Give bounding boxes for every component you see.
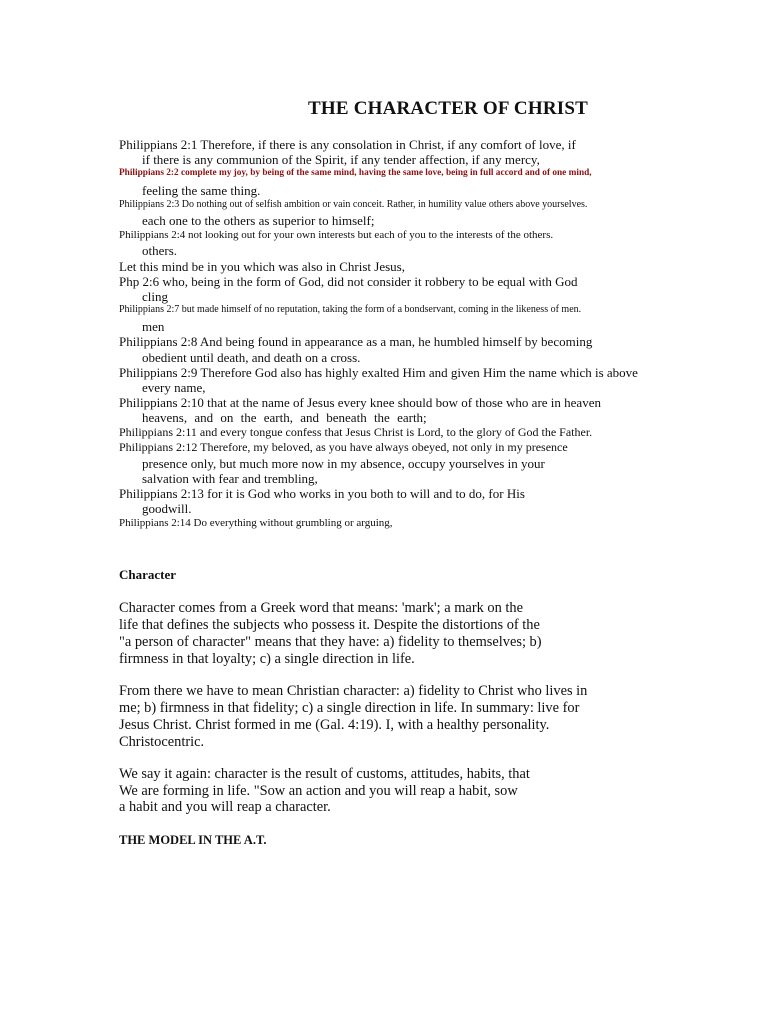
paragraph-line: Christocentric. [119,734,205,750]
verse-line: feeling the same thing. [142,183,261,198]
verse-line: salvation with fear and trembling, [142,471,318,486]
verse-line: goodwill. [142,501,192,516]
verse-line: Let this mind be in you which was also in Christ Jesus, [119,259,405,274]
verse-line: Philippians 2:3 Do nothing out of selfish ambition or vain conceit. Rather, in humility value others above yourselves. [119,199,588,210]
paragraph-line: firmness in that loyalty; c) a single direction in life. [119,651,415,667]
verse-line: Php 2:6 who, being in the form of God, did not consider it robbery to be equal with God [119,274,578,289]
section-heading-character: Character [119,567,177,582]
paragraph-line: From there we have to mean Christian character: a) fidelity to Christ who lives in [119,683,588,699]
verse-line: Philippians 2:12 Therefore, my beloved, as you have always obeyed, not only in my presence [119,440,568,454]
verse-line-highlighted: Philippians 2:2 complete my joy, by being of the same mind, having the same love, being in full accord and of one mind, [119,168,592,178]
page-title: THE CHARACTER OF CHRIST [308,98,588,119]
verse-line: cling [142,289,168,304]
verse-line: Philippians 2:13 for it is God who works in you both to will and to do, for His [119,486,525,501]
paragraph-line: life that defines the subjects who possess it. Despite the distortions of the [119,617,540,633]
verse-line: Philippians 2:9 Therefore God also has highly exalted Him and given Him the name which is above [119,365,638,380]
verse-line: Philippians 2:10 that at the name of Jesus every knee should bow of those who are in heaven [119,395,601,410]
verse-line: obedient until death, and death on a cross. [142,350,361,365]
verse-line: Philippians 2:8 And being found in appearance as a man, he humbled himself by becoming [119,334,593,349]
verse-line: each one to the others as superior to himself; [142,213,375,228]
verse-line: heavens, and on the earth, and beneath the earth; [142,410,427,425]
verse-line: Philippians 2:4 not looking out for your own interests but each of you to the interests of the others. [119,229,554,241]
verse-line: men [142,319,165,334]
verse-line: others. [142,243,178,258]
paragraph-line: "a person of character" means that they have: a) fidelity to themselves; b) [119,634,542,650]
verse-line: Philippians 2:1 Therefore, if there is any consolation in Christ, if any comfort of love, if [119,137,576,152]
paragraph-line: a habit and you will reap a character. [119,799,331,815]
verse-line: Philippians 2:7 but made himself of no reputation, taking the form of a bondservant, coming in the likeness of men. [119,304,582,315]
paragraph-line: me; b) firmness in that fidelity; c) a single direction in life. In summary: live for [119,700,580,716]
verse-line: Philippians 2:11 and every tongue confess that Jesus Christ is Lord, to the glory of God the Father. [119,425,593,439]
verse-line: Philippians 2:14 Do everything without grumbling or arguing, [119,517,393,529]
paragraph-line: We are forming in life. "Sow an action and you will reap a habit, sow [119,783,518,799]
verse-line: presence only, but much more now in my absence, occupy yourselves in your [142,456,545,471]
verse-line: every name, [142,380,206,395]
section-heading-model: THE MODEL IN THE A.T. [119,833,267,847]
paragraph-line: Jesus Christ. Christ formed in me (Gal. 4:19). I, with a healthy personality. [119,717,550,733]
paragraph-line: We say it again: character is the result of customs, attitudes, habits, that [119,766,530,782]
paragraph-line: Character comes from a Greek word that means: 'mark'; a mark on the [119,600,523,616]
verse-line: if there is any communion of the Spirit, if any tender affection, if any mercy, [142,152,540,167]
